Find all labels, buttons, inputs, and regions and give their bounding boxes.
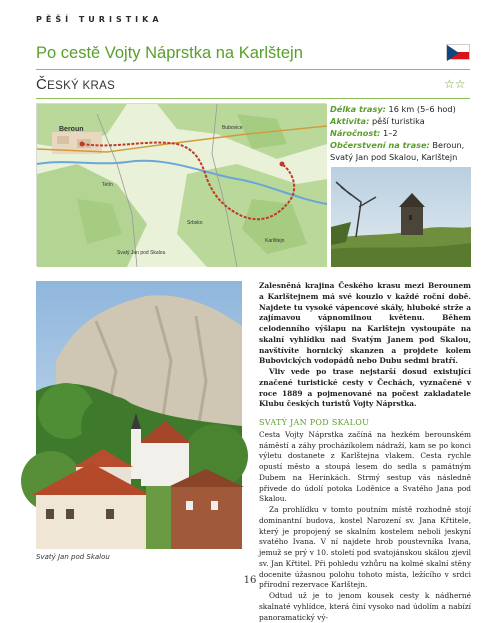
czech-flag-icon [446, 44, 470, 60]
region-heading [36, 76, 115, 93]
page-number: 16 [243, 575, 257, 586]
map-label: Srbsko [187, 220, 203, 226]
page-title: Po cestě Vojty Náprstka na Karlštejn [36, 44, 303, 62]
difficulty-stars-icon: ☆☆ [444, 77, 466, 91]
paragraph-3: Cesta Vojty Náprstka začíná na hezkém berounském náměstí a záhy procházíkolem nádraží, kam se po konci výletu dostanete z Karlštejna vlakem. Cesta rychle opustí město a stoupá lesem do sedla s památným Dubem na Herinkách. Strmý sestup vás následně přivede do údolí potoka Loděnice a Svatého Jana pod Skalou. [259, 429, 471, 504]
map-label: Tetín [102, 182, 113, 188]
region-divider [36, 98, 470, 99]
map-label: Bubovice [222, 125, 243, 131]
map-label: Svatý Jan pod Skalou [117, 250, 166, 256]
village-photo [36, 281, 242, 549]
info-activity: Aktivita: pěší turistika [330, 116, 425, 126]
title-divider [36, 69, 470, 70]
section-heading: SVATÝ JAN POD SKALOU [259, 418, 370, 427]
region-initial: Č [36, 76, 48, 93]
castle-photo [331, 167, 471, 267]
paragraph-2: Vliv vede po trase nejstarší dosud existující značené turistické cesty v Čechách, vyznačené v roce 1889 a pojmenované na počest zakladatele Klubu českých turistů Vojty Náprstka. [259, 367, 471, 409]
article-body [259, 281, 471, 623]
photo-caption: Svatý Jan pod Skalou [36, 553, 110, 561]
trip-info [330, 103, 475, 163]
info-difficulty: Náročnost: 1–2 [330, 128, 398, 138]
info-refreshments: Občerstvení na trase: Beroun, Svatý Jan pod Skalou, Karlštejn [330, 140, 465, 162]
region-rest: ESKÝ KRAS [47, 80, 116, 92]
map-graphic [37, 104, 327, 267]
route-map [36, 103, 326, 266]
info-length: Délka trasy: 16 km (5–6 hod) [330, 104, 456, 114]
map-label: Beroun [59, 126, 84, 133]
intro-paragraph: Zalesněná krajina Českého krasu mezi Berounem a Karlštejnem má své kouzlo v každé roční době. Najdete tu vysoké vápencové skály, hluboké strže a zajímavou vápnomilnou květenu. Během celodenního výšlapu na Karlštejn vystoupáte na skalní vyhlídku nad Svatým Janem pod Skalou, navštívíte hornický skanzen a projdete kolem Bubovických vodopádů nebo Dubu sedmi bratří. [259, 281, 471, 366]
paragraph-5: Odtud už je to jenom kousek cesty k nádherné skalnaté vyhlídce, která činí vysoko nad údolím a nabízí panoramatický vý- [259, 591, 471, 622]
series-heading: PĚŠÍ TURISTIKA [36, 15, 163, 24]
paragraph-4: Za prohlídku v tomto poutním místě rozhodně stojí dominantní budova, kostel Narození sv. Jana Křtitele, který je propojený se skalním kostelem neboli jeskyní svatého Ivana. V ní najdete hrob poustevníka Ivana, jemuž se prý v 10. století pod svatojánskou skálou zjevil sv. Jan Křtitel. Při pohledu vzhůru na kolmé skalní stěny docenite úžasnou polohu tohoto místa, ležícího v srdci přírodní rezervace Karlštejn. [259, 505, 471, 590]
map-label: Karlštejn [265, 238, 285, 244]
